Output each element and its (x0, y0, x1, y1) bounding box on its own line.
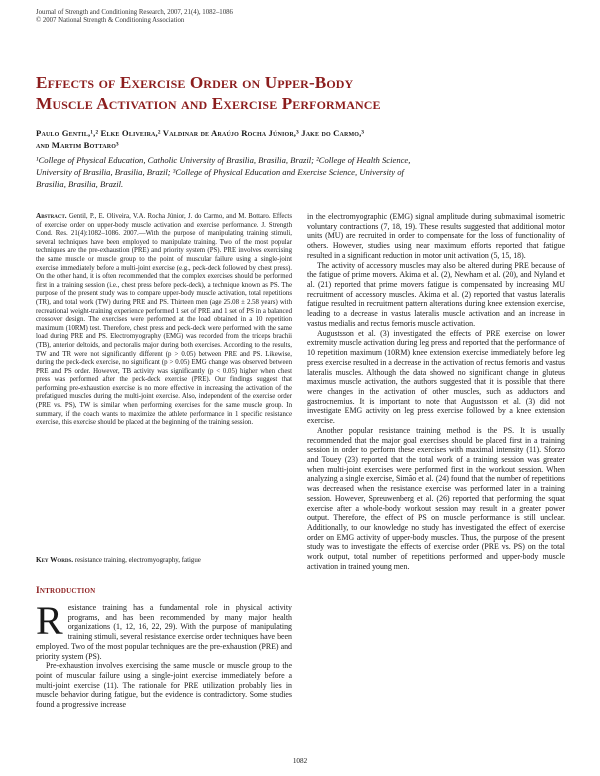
page-number: 1082 (292, 757, 308, 765)
journal-citation: Journal of Strength and Conditioning Research, 2007, 21(4), 1082–1086 (36, 9, 233, 16)
copyright-notice: © 2007 National Strength & Conditioning Association (36, 17, 185, 25)
author-list (36, 127, 566, 151)
keywords-text: resistance training, electromyography, fatigue (74, 557, 201, 564)
introduction-body (36, 598, 292, 710)
abstract (36, 212, 292, 428)
journal-header (36, 9, 233, 26)
intro-paragraph-1 (36, 598, 292, 661)
right-paragraph-4: Another popular resistance training method is the PS. It is usually recommended that the major goal exercises should be placed first in a training session in order to perform these exercises with maximal intensity (11). Sforzo and Touey (23) reported that the total work of a training session was greater when multi-joint exercises were performed first in the workout session. When analyzing a single exercise, Simão et al. (24) found that the number of repetitions was decreased when the resistance exercise was performed later in a training session. However, Spreuwenberg et al. (26) reported that performing the squat exercise after a whole-body workout session may result in a greater power output. Therefore, the effect of PS on muscle performance is still unclear. Additionally, to our knowledge no study has investigated the effect of exercise order on EMG activity of upper-body muscles. Thus, the purpose of the present study was to investigate the effects of exercise order (PRE vs. PS) on the total work output, total number of repetitions performed and upper-body muscle activation in trained young men. (307, 425, 565, 571)
introduction-heading: Introduction (36, 586, 96, 596)
keywords-label: Key Words. (36, 556, 74, 564)
right-paragraph-1: in the electromyographic (EMG) signal amplitude during submaximal isometric voluntary contractions (7, 18, 19). These results suggested that additional motor units (MU) are recruited in order to compensate for the loss of functionality of others. However, studies using near maximum efforts reported that fatigue resulted in a significant reduction in motor unit activation (5, 15, 18). (307, 212, 565, 260)
affiliation-line-3: Brasilia, Brasilia, Brazil. (36, 178, 124, 189)
intro-paragraph-2: Pre-exhaustion involves exercising the same muscle or muscle group to the point of muscular failure using a single-joint exercise immediately before a multi-joint exercise (11). The rationale for PRE utilization probably lies in muscle behavior during fatigue, but the evidence is contradictory. Some studies found a progressive increase (36, 661, 292, 710)
affiliation-line-1: ¹College of Physical Education, Catholic University of Brasilia, Brasilia, Brazil; ²College of Health Science, (36, 155, 411, 165)
authors-line-1: Paulo Gentil,¹,² Elke Oliveira,² Valdinar de Araújo Rocha Júnior,³ Jake do Carmo,³ (36, 128, 365, 138)
title-line-1: Effects of Exercise Order on Upper-Body (36, 73, 354, 92)
title-line-2: Muscle Activation and Exercise Performance (36, 94, 381, 113)
article-title (36, 72, 576, 114)
right-paragraph-3: Augustsson et al. (3) investigated the effects of PRE exercise on lower extremity muscle activation during leg press and reported that the performance of 10 repetition maximum (10RM) knee extension exercise immediately before leg press exercise resulted in a decrease in the activation of rectus femoris and vastus lateralis muscles. Although the data showed no significant change in gluteus maximus muscle activation, the authors suggested that it is possible that there were changes in the activation of other muscles, such as adductors and gastrocnemius. It is important to note that Augustsson et al. (3) did not investigate EMG activity on leg press exercise followed by a knee extension exercise. (307, 328, 565, 426)
drop-cap: R (36, 598, 63, 643)
abstract-label: Abstract. (36, 212, 67, 220)
keywords (36, 556, 292, 566)
abstract-text: Gentil, P., E. Oliveira, V.A. Rocha Júnior, J. do Carmo, and M. Bottaro. Effects of exercise order on upper-body muscle activation and exercise performance. J. Strength Cond. Res. 21(4):1082–1086. 2007.—With the purpose of manipulating training stimuli, several techniques have been employed to manipulate training. Two of the most popular techniques are the pre-exhaustion (PRE) and priority system (PS). PRE involves exercising the same muscle or muscle group to the point of muscular failure using a single-joint exercise immediately before a multi-joint exercise (e.g., peck-deck followed by chest press). On the other hand, it is often recommended that the complex exercises should be performed first in a training session (i.e., chest press before peck-deck), a technique known as PS. The purpose of the present study was to compare upper-body muscle activation, total repetitions (TR), and total work (TW) during PRE and PS. Thirteen men (age 25.08 ± 2.58 years) with recreational weight-training experience performed 1 set of PRE and 1 set of PS in a balanced crossover design. The exercises were performed at the load obtained in a 10 repetition maximum (10RM) test. Therefore, chest press and peck-deck were performed with the same load during PRE and PS. Electromyography (EMG) was recorded from the triceps brachii (TB), anterior deltoids, and pectoralis major during both exercises. According to the results, TW and TR were not significantly different (p > 0.05) between PRE and PS. Likewise, during the peck-deck exercise, no significant (p > 0.05) EMG change was observed between PRE and PS order. However, TB activity was significantly (p < 0.05) higher when chest press was performed after the peck-deck exercise (PRE). Our findings suggest that performing pre-exhaustion exercise is no more effective in increasing the activation of the prefatigued muscles during the multi-joint exercise. Also, independent of the exercise order (PRE vs. PS), TW is similar when performing exercises for the same muscle group. In summary, if the coach wants to maximize the athlete performance in 1 specific resistance exercise, this exercise should be placed at the beginning of the training session. (36, 213, 292, 427)
right-column (307, 212, 565, 572)
affiliation-line-2: University of Brasilia, Brasilia, Brazil; ³College of Physical Education and Exercise Science, University of (36, 166, 404, 177)
intro-paragraph-1-text: esistance training has a fundamental role in physical activity programs, and has been recommended by many major health organizations (1, 12, 16, 22, 29). With the purpose of manipulating training stimuli, several resistance exercise order techniques have been employed. Two of the most popular techniques are the pre-exhaustion (PRE) and priority system (PS). (36, 603, 292, 661)
affiliations (36, 155, 568, 190)
right-paragraph-2: The activity of accessory muscles may also be altered during PRE because of the fatigue of prime movers. Akima et al. (2), Newham et al. (20), and Nyland et al. (21) reported that prime movers fatigue is compensated by increasing MU recruitment of accessory muscles. Akima et al. (2) reported that vastus lateralis fatigue resulted in recruitment pattern alterations during knee extension exercise, leading to a decrease in vastus lateralis muscle activation and an increase in vastus medialis and rectus femoris muscle activation. (307, 260, 565, 328)
authors-line-2: and Martim Bottaro³ (36, 140, 119, 150)
